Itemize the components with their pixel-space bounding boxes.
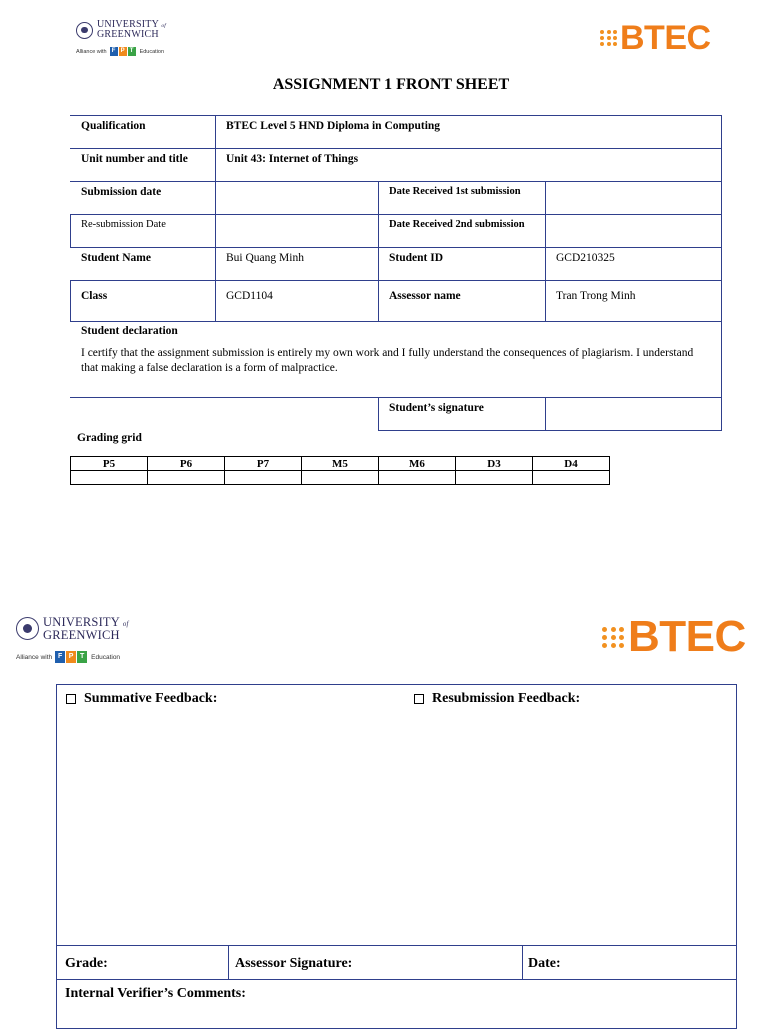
- grading-header-row: [71, 457, 610, 471]
- assessor-label: Assessor name: [379, 281, 546, 322]
- grade-criterion-m5: M5: [302, 457, 379, 471]
- submission-date-field[interactable]: [216, 182, 379, 215]
- assessor-value: Tran Trong Minh: [546, 281, 722, 322]
- page-title: ASSIGNMENT 1 FRONT SHEET: [272, 76, 510, 93]
- student-name-value: Bui Quang Minh: [216, 248, 379, 281]
- fpt-logo-icon: [55, 651, 88, 663]
- alliance-prefix: Alliance with: [76, 48, 107, 55]
- declaration-text: I certify that the assignment submission is entirely my own work and I fully understand the consequences of plagiarism. I understand that making a false declaration is a form of malpractice.: [81, 347, 694, 374]
- resubmission-date-label: Re-submission Date: [71, 215, 216, 248]
- grade-cell-p6[interactable]: [148, 471, 225, 485]
- university-of: of: [122, 621, 129, 628]
- date-label: Date:: [528, 956, 561, 971]
- greenwich-crest-icon: [16, 617, 39, 640]
- fpt-alliance-logo: [76, 47, 164, 56]
- university-of-greenwich-logo-page2: [16, 616, 129, 641]
- declaration-title: Student declaration: [81, 325, 178, 337]
- table-row: [71, 322, 722, 398]
- grade-label: Grade:: [65, 956, 108, 971]
- submission-date-label: Submission date: [71, 182, 216, 215]
- university-line1: UNIVERSITY: [43, 615, 120, 629]
- date-received-2-label: Date Received 2nd submission: [379, 215, 546, 248]
- fpt-letter-t: T: [128, 47, 136, 56]
- grade-cell-m5[interactable]: [302, 471, 379, 485]
- grade-criterion-p5: P5: [71, 457, 148, 471]
- fpt-letter-f: F: [110, 47, 118, 56]
- fpt-letter-t: T: [77, 651, 87, 663]
- grading-grid-table: [70, 456, 610, 485]
- alliance-suffix: Education: [139, 48, 165, 55]
- summative-feedback-option[interactable]: [66, 691, 217, 707]
- grade-criterion-d4: D4: [533, 457, 610, 471]
- qualification-value: BTEC Level 5 HND Diploma in Computing: [216, 116, 722, 149]
- table-row: [71, 281, 722, 322]
- blank-cell: [71, 398, 379, 431]
- resubmission-feedback-label: Resubmission Feedback:: [432, 691, 581, 706]
- signature-field[interactable]: [546, 398, 722, 431]
- summative-feedback-label: Summative Feedback:: [84, 691, 218, 706]
- grade-criterion-p7: P7: [225, 457, 302, 471]
- class-value: GCD1104: [216, 281, 379, 322]
- divider: [57, 979, 736, 980]
- unit-label: Unit number and title: [71, 149, 216, 182]
- university-of: of: [161, 23, 167, 29]
- btec-logo: [600, 21, 711, 55]
- grade-criterion-p6: P6: [148, 457, 225, 471]
- fpt-letter-p: P: [66, 651, 76, 663]
- unit-value: Unit 43: Internet of Things: [216, 149, 722, 182]
- table-row: [71, 215, 722, 248]
- assessor-signature-label: Assessor Signature:: [235, 956, 353, 971]
- university-line2: GREENWICH: [43, 627, 120, 642]
- alliance-suffix: Education: [91, 653, 121, 661]
- student-declaration: [71, 322, 722, 398]
- divider: [57, 945, 736, 946]
- university-line1: UNIVERSITY: [97, 19, 159, 30]
- university-line2: GREENWICH: [97, 29, 159, 40]
- fpt-letter-f: F: [55, 651, 65, 663]
- grade-criterion-d3: D3: [456, 457, 533, 471]
- grade-cell-p7[interactable]: [225, 471, 302, 485]
- internal-verifier-comments-label: Internal Verifier’s Comments:: [65, 986, 246, 1001]
- btec-wordmark: BTEC: [628, 612, 746, 661]
- table-row: [71, 182, 722, 215]
- btec-dots-icon: [600, 30, 618, 46]
- alliance-prefix: Alliance with: [16, 653, 53, 661]
- student-id-label: Student ID: [379, 248, 546, 281]
- resubmission-date-field[interactable]: [216, 215, 379, 248]
- class-label: Class: [71, 281, 216, 322]
- table-row: [71, 248, 722, 281]
- grade-cell-d3[interactable]: [456, 471, 533, 485]
- student-id-value: GCD210325: [546, 248, 722, 281]
- signature-label: Student’s signature: [379, 398, 546, 431]
- divider: [522, 945, 523, 979]
- student-name-label: Student Name: [71, 248, 216, 281]
- qualification-label: Qualification: [71, 116, 216, 149]
- table-row: [71, 116, 722, 149]
- greenwich-crest-icon: [76, 22, 93, 39]
- btec-wordmark: BTEC: [620, 19, 711, 57]
- grade-cell-d4[interactable]: [533, 471, 610, 485]
- date-received-1-label: Date Received 1st submission: [379, 182, 546, 215]
- front-sheet-table: [70, 115, 722, 431]
- grading-value-row: [71, 471, 610, 485]
- date-received-1-field[interactable]: [546, 182, 722, 215]
- grade-cell-p5[interactable]: [71, 471, 148, 485]
- fpt-alliance-logo-page2: [16, 651, 120, 663]
- table-row: [71, 149, 722, 182]
- resubmission-feedback-option[interactable]: [414, 691, 580, 707]
- fpt-letter-p: P: [120, 48, 125, 54]
- feedback-form: [56, 684, 737, 1029]
- summative-checkbox-icon[interactable]: [66, 694, 76, 704]
- table-row: [71, 398, 722, 431]
- university-of-greenwich-logo: [76, 20, 166, 40]
- btec-logo-page2: [602, 612, 746, 661]
- grade-criterion-m6: M6: [379, 457, 456, 471]
- btec-dots-icon: [602, 627, 625, 648]
- divider: [228, 945, 229, 979]
- resubmission-checkbox-icon[interactable]: [414, 694, 424, 704]
- date-received-2-field[interactable]: [546, 215, 722, 248]
- grade-cell-m6[interactable]: [379, 471, 456, 485]
- grading-grid-label: Grading grid: [77, 432, 142, 444]
- fpt-logo-icon: [110, 47, 137, 56]
